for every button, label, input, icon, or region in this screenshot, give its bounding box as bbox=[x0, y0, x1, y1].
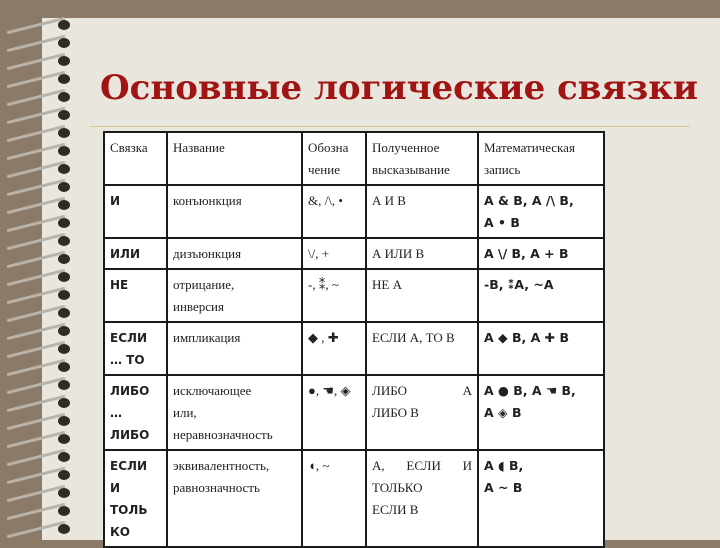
spiral-ring bbox=[0, 252, 80, 266]
spiral-ring bbox=[0, 468, 80, 482]
spiral-ring bbox=[0, 234, 80, 248]
cell-notation: -, ⁑, ~ bbox=[302, 269, 366, 322]
spiral-ring bbox=[0, 342, 80, 356]
table-row bbox=[104, 185, 604, 238]
spiral-ring bbox=[0, 72, 80, 86]
spiral-ring bbox=[0, 144, 80, 158]
spiral-ring bbox=[0, 522, 80, 536]
table-row bbox=[104, 322, 604, 375]
spiral-ring bbox=[0, 108, 80, 122]
spiral-ring bbox=[0, 198, 80, 212]
cell-math: A ◖ B, A ~ B bbox=[478, 450, 604, 547]
cell-notation: &, /\, • bbox=[302, 185, 366, 238]
cell-notation: ◖, ~ bbox=[302, 450, 366, 547]
spiral-ring bbox=[0, 216, 80, 230]
table-row bbox=[104, 269, 604, 322]
table-row bbox=[104, 238, 604, 269]
spiral-ring bbox=[0, 180, 80, 194]
header-statement: Полученное высказывание bbox=[366, 132, 478, 185]
spiral-ring bbox=[0, 162, 80, 176]
cell-connective: ИЛИ bbox=[104, 238, 167, 269]
cell-connective: ЛИБО … ЛИБО bbox=[104, 375, 167, 450]
spiral-ring bbox=[0, 36, 80, 50]
spiral-ring bbox=[0, 18, 80, 32]
page-title: Основные логические связки bbox=[100, 68, 699, 108]
cell-statement: А И В bbox=[366, 185, 478, 238]
spiral-ring bbox=[0, 432, 80, 446]
cell-connective: И bbox=[104, 185, 167, 238]
table-row bbox=[104, 375, 604, 450]
spiral-ring bbox=[0, 360, 80, 374]
header-connective: Связка bbox=[104, 132, 167, 185]
spiral-ring bbox=[0, 486, 80, 500]
cell-notation: \/, + bbox=[302, 238, 366, 269]
cell-name: импликация bbox=[167, 322, 302, 375]
cell-notation: ●, ☚, ◈ bbox=[302, 375, 366, 450]
spiral-ring bbox=[0, 378, 80, 392]
table-header-row bbox=[104, 132, 604, 185]
cell-connective: НЕ bbox=[104, 269, 167, 322]
spiral-ring bbox=[0, 54, 80, 68]
header-name: Название bbox=[167, 132, 302, 185]
cell-statement: НЕ А bbox=[366, 269, 478, 322]
spiral-ring bbox=[0, 504, 80, 518]
cell-connective: ЕСЛИ … ТО bbox=[104, 322, 167, 375]
cell-connective: ЕСЛИ И ТОЛЬ КО bbox=[104, 450, 167, 547]
cell-statement: ЛИБО А ЛИБО В bbox=[366, 375, 478, 450]
spiral-ring bbox=[0, 396, 80, 410]
cell-name: конъюнкция bbox=[167, 185, 302, 238]
spiral-ring bbox=[0, 126, 80, 140]
spiral-ring bbox=[0, 324, 80, 338]
table-row bbox=[104, 450, 604, 547]
cell-math: -B, ⁑A, ~A bbox=[478, 269, 604, 322]
cell-statement: А, ЕСЛИ И ТОЛЬКО ЕСЛИ В bbox=[366, 450, 478, 547]
spiral-ring bbox=[0, 414, 80, 428]
spiral-ring bbox=[0, 90, 80, 104]
spiral-ring bbox=[0, 450, 80, 464]
cell-statement: А ИЛИ В bbox=[366, 238, 478, 269]
spiral-ring bbox=[0, 270, 80, 284]
title-underline bbox=[90, 126, 690, 127]
cell-statement: ЕСЛИ А, ТО В bbox=[366, 322, 478, 375]
cell-math: A ● B, A ☚ B, A ◈ B bbox=[478, 375, 604, 450]
cell-math: A ◆ B, A ✚ B bbox=[478, 322, 604, 375]
cell-math: A \/ B, A + B bbox=[478, 238, 604, 269]
cell-math: A & B, A /\ B, A • B bbox=[478, 185, 604, 238]
cell-name: отрицание, инверсия bbox=[167, 269, 302, 322]
spiral-ring bbox=[0, 288, 80, 302]
connectives-table bbox=[103, 131, 605, 548]
cell-name: исключающее или, неравнозначность bbox=[167, 375, 302, 450]
cell-name: эквивалентность, равнозначность bbox=[167, 450, 302, 547]
cell-notation: ◆ , ✚ bbox=[302, 322, 366, 375]
spiral-ring bbox=[0, 306, 80, 320]
header-math: Математическая запись bbox=[478, 132, 604, 185]
header-notation: Обозна чение bbox=[302, 132, 366, 185]
cell-name: дизъюнкция bbox=[167, 238, 302, 269]
